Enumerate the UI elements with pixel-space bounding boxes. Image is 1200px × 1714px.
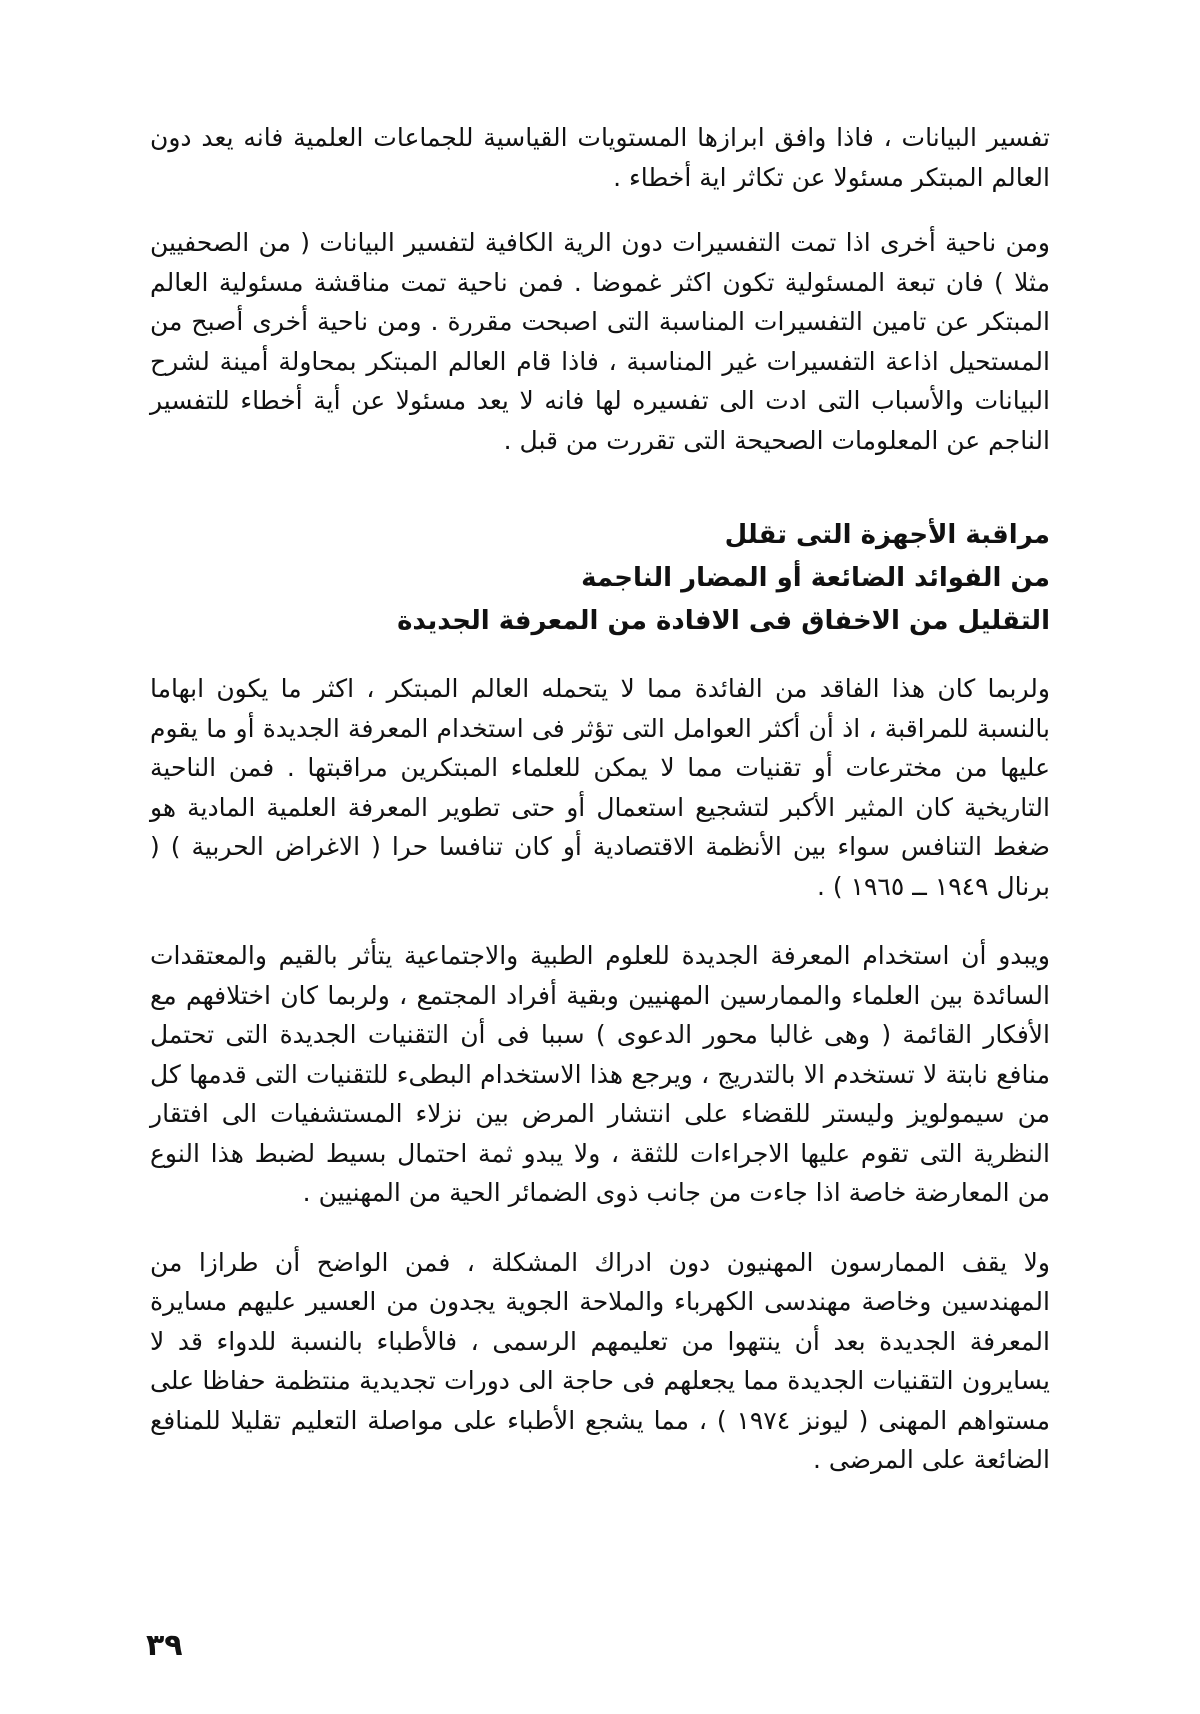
paragraph-responsibility: ومن ناحية أخرى اذا تمت التفسيرات دون الرية الكافية لتفسير البيانات ( من الصحفيين مثلا ) فان تبعة المسئولية تكون اكثر غموضا . فمن ناحية تمت مناقشة مسئولية العالم المبتكر عن تامين التفسيرات المناسبة التى اصبحت مقررة . ومن ناحية أخرى أصبح من المستحيل اذاعة التفسيرات غير المناسبة ، فاذا قام العالم المبتكر بمحاولة أمينة لشرح البيانات والأسباب التى ادت الى تفسيره لها فانه لا يعد مسئولا عن أية أخطاء للتفسير الناجم عن المعلومات الصحيحة التى تقررت من قبل .: [150, 228, 1050, 455]
page-number: ٣٩: [146, 1628, 183, 1663]
paragraph-data-interpretation: تفسير البيانات ، فاذا وافق ابرازها المستويات القياسية للجماعات العلمية فانه يعد دون العالم المبتكر مسئولا عن تكاثر اية أخطاء .: [150, 123, 1050, 192]
heading-line-2: من الفوائد الضائعة أو المضار الناجمة: [581, 563, 1050, 593]
section-heading: [150, 514, 1050, 643]
paragraph-monitoring: ولربما كان هذا الفاقد من الفائدة مما لا يتحمله العالم المبتكر ، اكثر ما يكون ابهاما بالنسبة للمراقبة ، اذ أن أكثر العوامل التى تؤثر فى استخدام المعرفة الجديدة أو ما يقوم عليها من مخترعات أو تقنيات مما لا يمكن للعلماء المبتكرين مراقبتها . فمن الناحية التاريخية كان المثير الأكبر لتشجيع استعمال أو حتى تطوير المعرفة العلمية المادية هو ضغط التنافس سواء بين الأنظمة الاقتصادية أو كان تنافسا حرا ( الاغراض الحربية ) ( برنال ١٩٤٩ ــ ١٩٦٥ ) .: [150, 674, 1050, 901]
page-content: [150, 118, 1050, 1480]
paragraph-practitioners: ولا يقف الممارسون المهنيون دون ادراك المشكلة ، فمن الواضح أن طرازا من المهندسين وخاصة مهندسى الكهرباء والملاحة الجوية يجدون من العسير عليهم مسايرة المعرفة الجديدة بعد أن ينتهوا من تعليمهم الرسمى ، فالأطباء بالنسبة للدواء قد لا يسايرون التقنيات الجديدة مما يجعلهم فى حاجة الى دورات تجديدية منتظمة حفاظا على مستواهم المهنى ( ليونز ١٩٧٤ ) ، مما يشجع الأطباء على مواصلة التعليم تقليلا للمنافع الضائعة على المرضى .: [150, 1247, 1050, 1474]
heading-line-3: التقليل من الاخفاق فى الافادة من المعرفة الجديدة: [397, 606, 1050, 636]
paragraph-medical-knowledge: ويبدو أن استخدام المعرفة الجديدة للعلوم الطبية والاجتماعية يتأثر بالقيم والمعتقدات السائدة بين العلماء والممارسين المهنيين وبقية أفراد المجتمع ، ولربما كان اختلافهم مع الأفكار القائمة ( وهى غالبا محور الدعوى ) سببا فى أن التقنيات الجديدة التى تحتمل منافع نابتة لا تستخدم الا بالتدريج ، ويرجع هذا الاستخدام البطىء للتقنيات التى قدمها كل من سيمولويز وليستر للقضاء على انتشار المرض بين نزلاء المستشفيات الى افتقار النظرية التى تقوم عليها الاجراءات للثقة ، ولا يبدو ثمة احتمال بسيط لضبط هذا النوع من المعارضة خاصة اذا جاءت من جانب ذوى الضمائر الحية من المهنيين .: [150, 941, 1050, 1207]
heading-line-1: مراقبة الأجهزة التى تقلل: [724, 520, 1050, 550]
